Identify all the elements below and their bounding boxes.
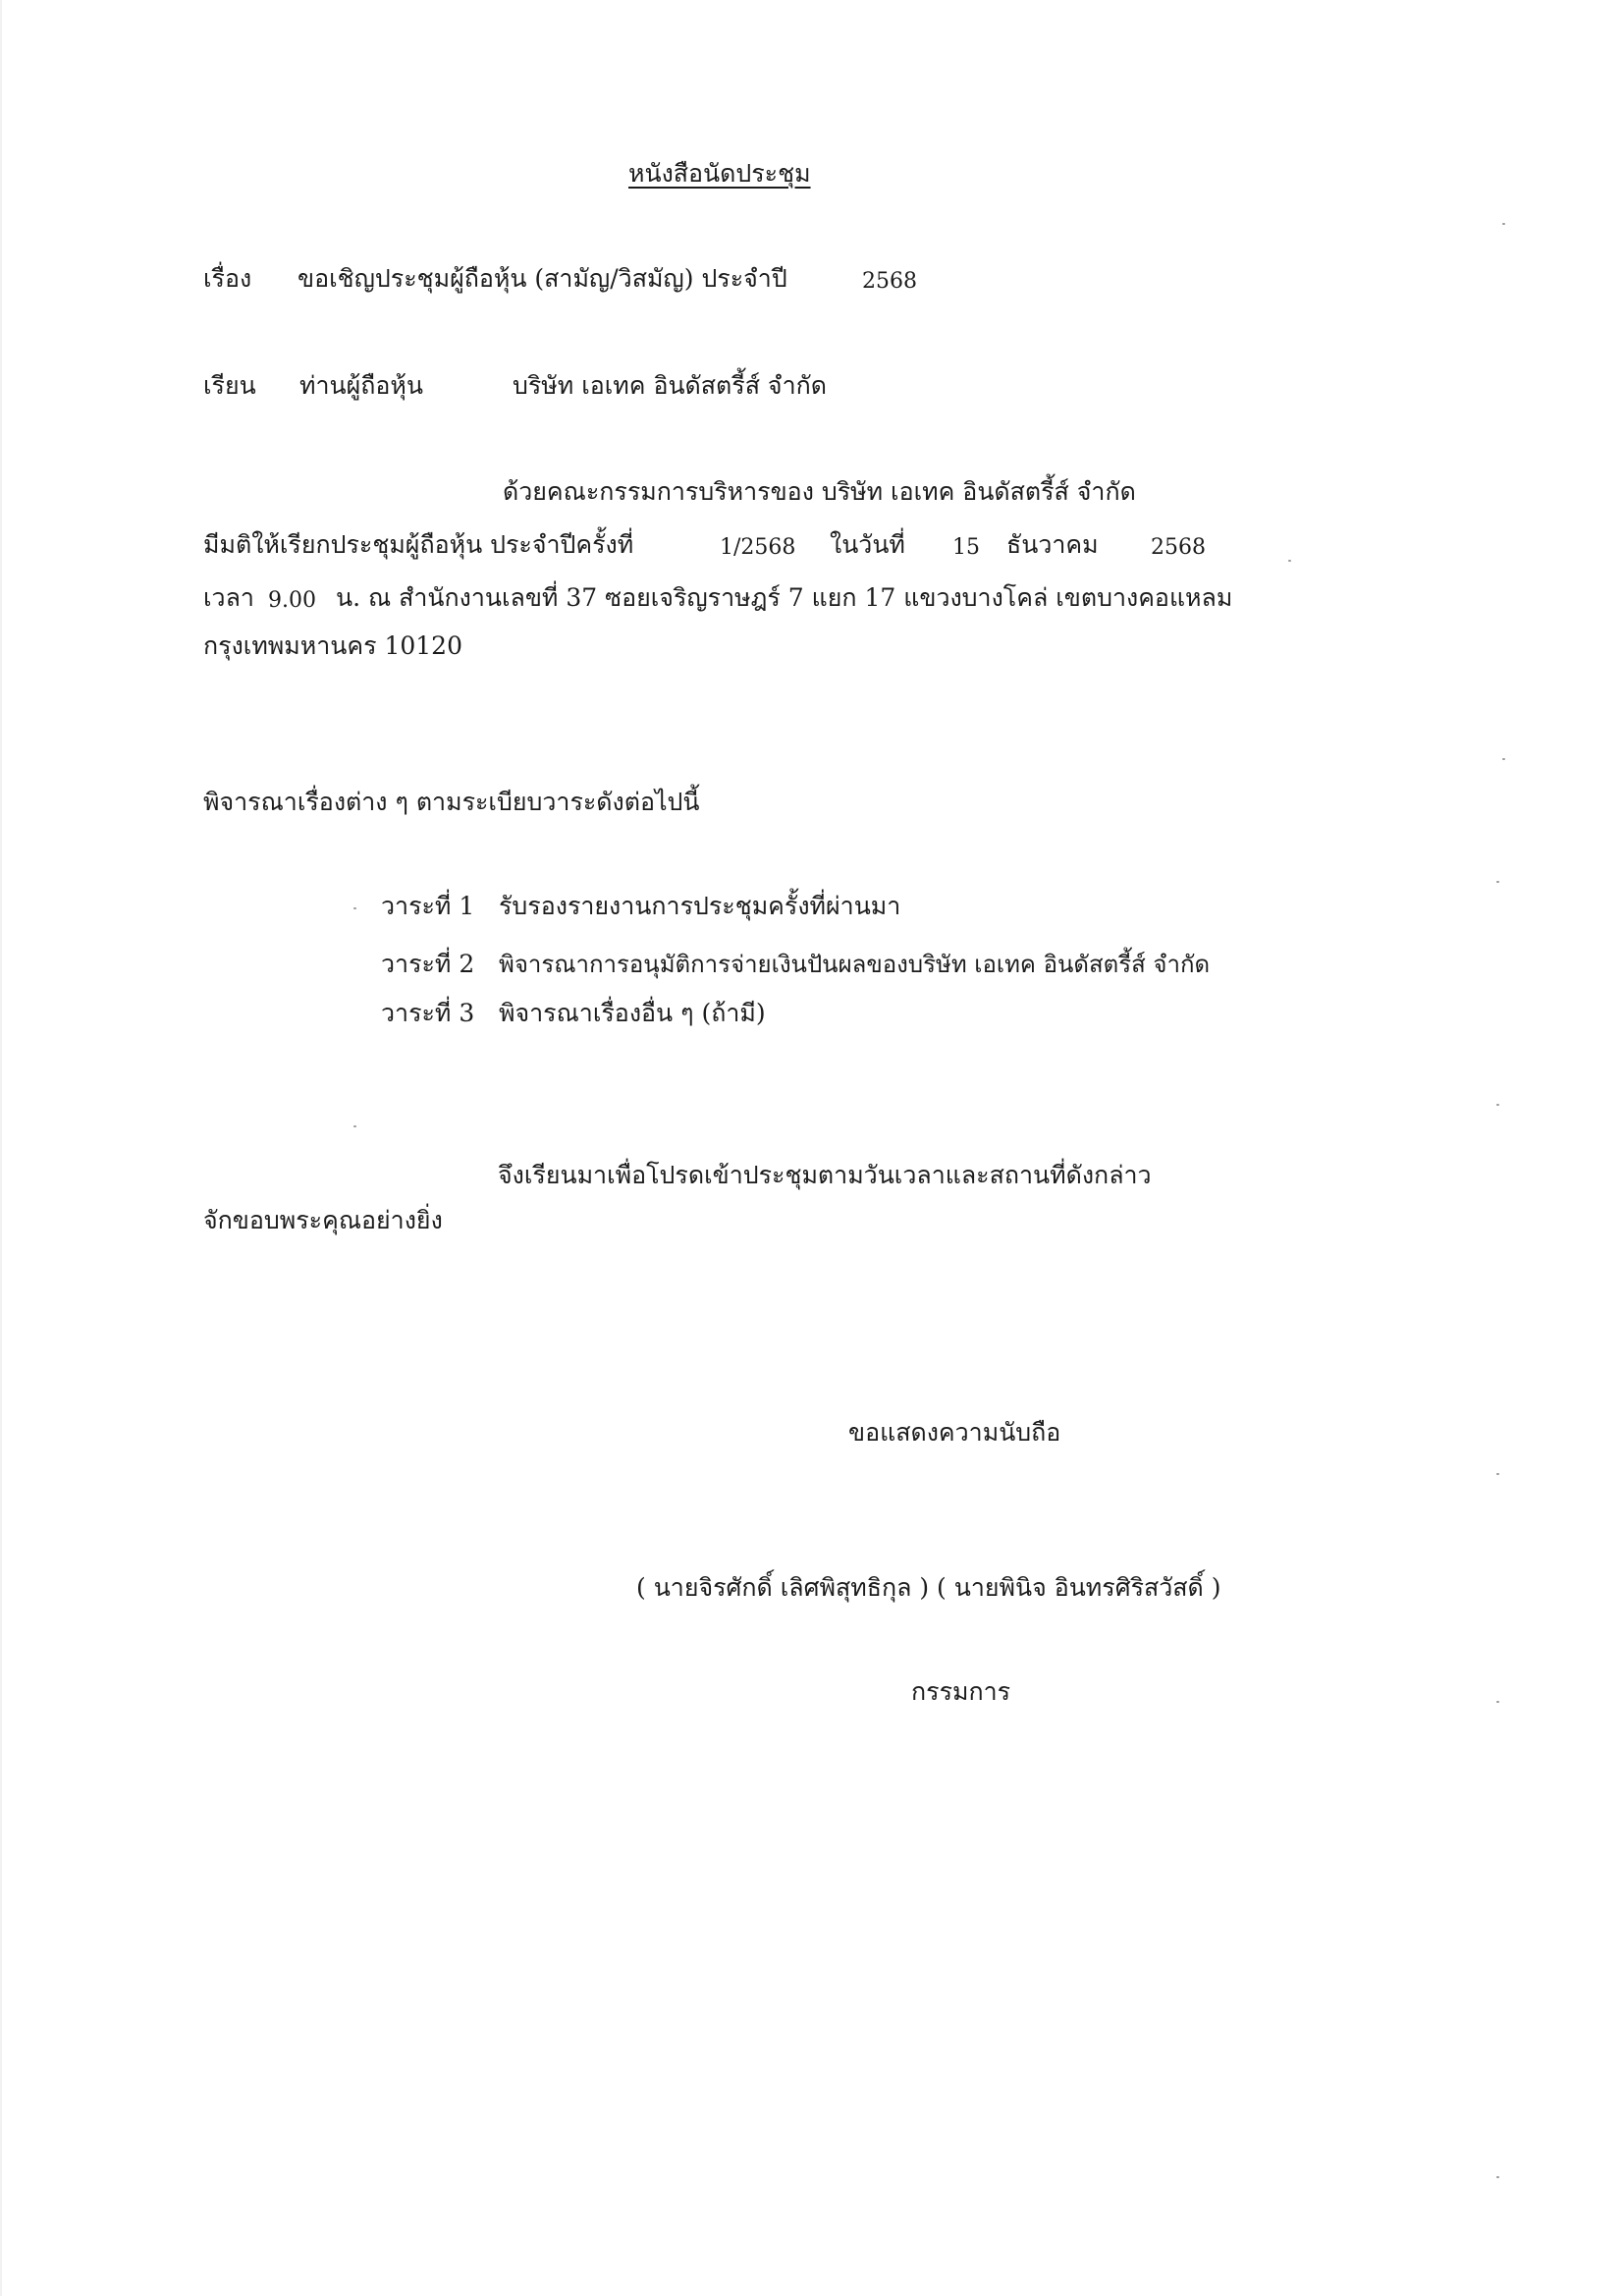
- recipient-to: ท่านผู้ถือหุ้น: [299, 371, 423, 400]
- signatories: ( นายจิรศักดิ์ เลิศพิสุทธิกุล ) ( นายพินิจ อินทรศิริสวัสดิ์ ): [636, 1573, 1221, 1602]
- scan-speck: [1502, 223, 1505, 225]
- scan-speck: [1496, 1701, 1499, 1703]
- regards: ขอแสดงความนับถือ: [848, 1418, 1061, 1447]
- scan-speck: [1496, 881, 1499, 883]
- body-line-1: ด้วยคณะกรรมการบริหารของ บริษัท เอเทค อินดัสตรี้ส์ จำกัด: [503, 477, 1136, 506]
- scan-speck: [1502, 758, 1505, 760]
- body-line-2-date-label: ในวันที่: [830, 530, 905, 559]
- scan-speck: [353, 907, 356, 909]
- scan-speck: [1288, 560, 1291, 562]
- agenda-item-3-text: พิจารณาเรื่องอื่น ๆ (ถ้ามี): [499, 999, 766, 1027]
- agenda-item-2-label: วาระที่ 2: [381, 950, 475, 978]
- body-line-3-address: น. ณ สำนักงานเลขที่ 37 ซอยเจริญราษฎร์ 7 แยก 17 แขวงบางโคล่ เขตบางคอแหลม: [336, 583, 1233, 612]
- agenda-item-1-label: วาระที่ 1: [381, 892, 475, 920]
- meeting-year: 2568: [1151, 535, 1206, 560]
- scan-speck: [353, 1125, 356, 1127]
- meeting-month: ธันวาคม: [1006, 530, 1099, 559]
- agenda-item-2-text: พิจารณาการอนุมัติการจ่ายเงินปันผลของบริษัท เอเทค อินดัสตรี้ส์ จำกัด: [499, 951, 1211, 978]
- scan-edge-shadow: [0, 0, 2, 2296]
- agenda-item-1-text: รับรองรายงานการประชุมครั้งที่ผ่านมา: [499, 892, 901, 920]
- recipient-label: เรียน: [203, 371, 256, 400]
- body-line-3-time-label: เวลา: [203, 583, 254, 612]
- closing-line-2: จักขอบพระคุณอย่างยิ่ง: [203, 1206, 443, 1234]
- closing-line-1: จึงเรียนมาเพื่อโปรดเข้าประชุมตามวันเวลาและสถานที่ดังกล่าว: [498, 1161, 1152, 1189]
- subject-label: เรื่อง: [203, 264, 252, 293]
- body-line-4-address: กรุงเทพมหานคร 10120: [203, 631, 462, 660]
- agenda-intro: พิจารณาเรื่องต่าง ๆ ตามระเบียบวาระดังต่อไปนี้: [203, 788, 700, 816]
- meeting-number: 1/2568: [720, 535, 796, 560]
- subject-text: ขอเชิญประชุมผู้ถือหุ้น (สามัญ/วิสมัญ) ประจำปี: [298, 264, 787, 293]
- scan-speck: [1496, 1104, 1499, 1106]
- meeting-day: 15: [952, 535, 980, 560]
- recipient-company: บริษัท เอเทค อินดัสตรี้ส์ จำกัด: [513, 371, 827, 400]
- agenda-item-3-label: วาระที่ 3: [381, 999, 475, 1027]
- meeting-time: 9.00: [268, 588, 316, 613]
- signatory-position: กรรมการ: [911, 1677, 1011, 1706]
- scan-speck: [1496, 2176, 1499, 2178]
- scan-speck: [1496, 1473, 1499, 1475]
- subject-year: 2568: [862, 269, 917, 294]
- document-title: หนังสือนัดประชุม: [628, 159, 811, 188]
- body-line-2-text: มีมติให้เรียกประชุมผู้ถือหุ้น ประจำปีครั้งที่: [203, 530, 634, 559]
